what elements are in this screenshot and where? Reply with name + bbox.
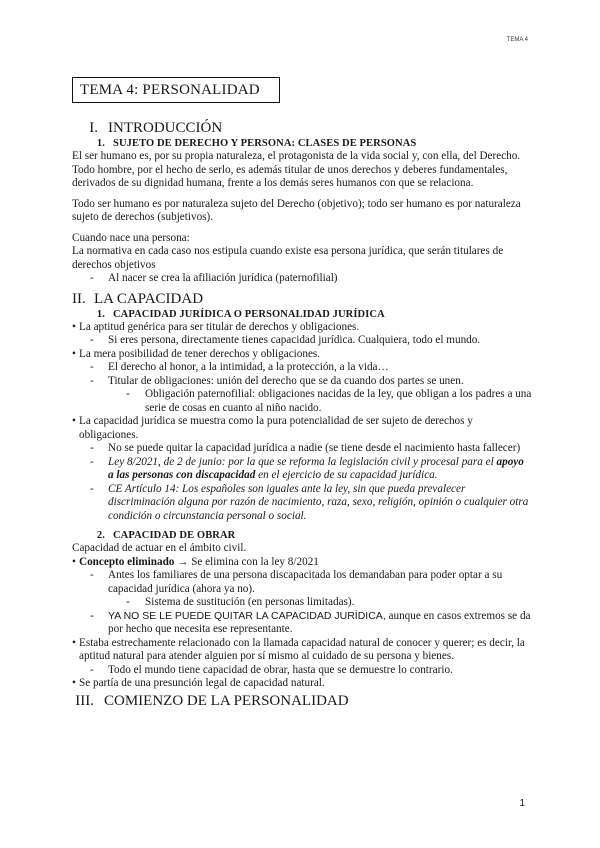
- dash-item: [72, 375, 532, 389]
- section-heading-comienzo: [72, 692, 532, 710]
- dash-item: [72, 569, 532, 596]
- caps-statement: YA NO SE LE PUEDE QUITAR LA CAPACIDAD JURÍDICA,: [108, 609, 386, 622]
- paragraph: Capacidad de actuar en el ámbito civil.: [72, 542, 247, 554]
- bullet-item-text: La mera posibilidad de tener derechos y obligaciones.: [79, 347, 321, 360]
- paragraph: El ser humano es, por su propia naturaleza, el protagonista de la vida social y, con ella, del Derecho. Todo hombre, por el hecho de serlo, es además titular de unos derechos y deberes fundamentales, derivados de su dignidad humana, frente a los demás seres humanos con que se relaciona.: [72, 150, 521, 189]
- section-title: LA CAPACIDAD: [94, 290, 204, 307]
- paragraph: Todo ser humano es por naturaleza sujeto del Derecho (objetivo); todo ser humano es por naturaleza sujeto de derechos (subjetivos).: [72, 197, 521, 223]
- section-title: INTRODUCCIÓN: [108, 120, 223, 136]
- bullet-item-text: La aptitud genérica para ser titular de derechos y obligaciones.: [79, 320, 360, 333]
- bullet-marker: •: [72, 677, 76, 689]
- bullet-item: [72, 321, 532, 335]
- subsection-heading: [72, 308, 532, 321]
- subsection-number: 2.: [96, 530, 105, 541]
- dash-marker: -: [90, 272, 94, 284]
- bullet-item: [72, 415, 532, 442]
- section-number: III.: [75, 692, 94, 709]
- ley-text-start: Ley 8/2021, de 2 de junio: por la que se reforma la legislación civil y procesal para el: [108, 455, 497, 468]
- dash-item-text: Titular de obligaciones: unión del derecho que se da cuando dos partes se unen.: [108, 374, 464, 387]
- dash-item: [72, 664, 532, 678]
- dash-item-text: No se puede quitar la capacidad jurídica a nadie (se tiene desde el nacimiento hasta fallecer): [108, 442, 521, 454]
- dash-item-text: Antes los familiares de una persona discapacitada los demandaban para poder optar a su capacidad jurídica (ahora ya no).: [108, 569, 503, 595]
- bullet-item-text: Estaba estrechamente relacionado con la llamada capacidad natural de conocer y querer; es decir, la aptitud natural para atender alguien por sí mismo al cuidado de su persona y bienes.: [79, 636, 525, 662]
- concepto-eliminado: Concepto eliminado: [79, 555, 175, 568]
- bullet-item-text: Se partía de una presunción legal de capacidad natural.: [79, 677, 325, 689]
- bullet-item: [72, 637, 532, 664]
- sub-dash-item: [72, 596, 532, 610]
- dash-item-text: Sistema de sustitución (en personas limitadas).: [145, 596, 355, 608]
- subsection-title: CAPACIDAD DE OBRAR: [113, 530, 236, 541]
- dash-item-text: [108, 610, 532, 637]
- bullet-item: [72, 348, 532, 362]
- subsection-heading: [72, 529, 532, 542]
- dash-item-text: [108, 456, 532, 483]
- section-title: COMIENZO DE LA PERSONALIDAD: [104, 692, 349, 709]
- dash-marker: -: [90, 663, 94, 676]
- dash-item-text: El derecho al honor, a la intimidad, a la protección, a la vida…: [108, 361, 389, 373]
- dash-marker: -: [90, 442, 94, 454]
- bullet-marker: •: [72, 347, 76, 360]
- dash-marker: -: [126, 388, 130, 400]
- ley-text-end: en el ejercicio de su capacidad jurídica.: [255, 469, 438, 481]
- bullet-marker: •: [72, 555, 76, 568]
- caps-statement-rest: aunque en casos extremos se da por hecho que necesita ese representante.: [108, 609, 531, 635]
- bullet-item-text: [79, 556, 319, 570]
- subsection-title: SUJETO DE DERECHO Y PERSONA: CLASES DE PERSONAS: [113, 138, 417, 149]
- dash-item-ley: [72, 456, 532, 483]
- concepto-eliminado-note: → Se elimina con la ley 8/2021: [174, 555, 319, 568]
- paragraph: La normativa en cada caso nos estipula cuando existe esa persona jurídica, que serán titulares de derechos objetivos: [72, 245, 504, 271]
- sub-dash-item: [72, 388, 532, 415]
- dash-item: [72, 442, 532, 456]
- dash-marker: -: [126, 596, 130, 608]
- dash-item-text: Al nacer se crea la afiliación jurídica (paternofilial): [108, 272, 338, 284]
- dash-item-text: Todo el mundo tiene capacidad de obrar, hasta que se demuestre lo contrario.: [108, 663, 453, 676]
- section-number: II.: [72, 290, 86, 307]
- subsection-number: 1.: [96, 308, 105, 320]
- dash-marker: -: [90, 334, 94, 346]
- document-title: TEMA 4: PERSONALIDAD: [72, 77, 280, 103]
- bullet-marker: •: [72, 415, 76, 427]
- dash-marker: -: [90, 609, 94, 622]
- section-number: I.: [89, 120, 98, 136]
- page-number: 1: [519, 798, 525, 809]
- section-heading-capacidad: [72, 290, 532, 308]
- dash-marker: -: [90, 361, 94, 373]
- dash-item: [72, 610, 532, 637]
- dash-item-ce: [72, 483, 532, 524]
- dash-marker: -: [90, 455, 94, 468]
- dash-item: [72, 334, 532, 348]
- running-header: TEMA 4: [506, 37, 528, 43]
- subsection-title: CAPACIDAD JURÍDICA O PERSONALIDAD JURÍDICA: [113, 308, 385, 320]
- dash-item-text: CE Artículo 14: Los españoles son iguales ante la ley, sin que pueda prevalecer discriminación alguna por razón de nacimiento, raza, sexo, religión, opinión o cualquier otra condición o circunstancia personal o social.: [108, 482, 529, 522]
- bullet-marker: •: [72, 320, 76, 333]
- dash-marker: -: [90, 482, 94, 495]
- section-heading-introduccion: [76, 119, 532, 137]
- subsection-number: 1.: [96, 138, 105, 149]
- ley-emphasis: apoyo a las personas con discapacidad: [108, 455, 524, 481]
- dash-item-text: Obligación paternofilial: obligaciones nacidas de la ley, que obligan a los padres a una serie de cosas en cuanto al niño nacido.: [145, 388, 532, 414]
- dash-marker: -: [90, 569, 94, 581]
- bullet-item: [72, 677, 532, 691]
- document-body: [72, 116, 532, 710]
- bullet-item: [72, 556, 532, 570]
- dash-item: [72, 361, 532, 375]
- bullet-item-text: La capacidad jurídica se muestra como la pura potencialidad de ser sujeto de derechos y obligaciones.: [79, 415, 473, 441]
- subsection-heading: [72, 137, 532, 150]
- dash-marker: -: [90, 374, 94, 387]
- paragraph: Cuando nace una persona:: [72, 231, 190, 244]
- dash-item-text: Si eres persona, directamente tienes capacidad jurídica. Cualquiera, todo el mundo.: [108, 334, 481, 346]
- bullet-marker: •: [72, 636, 76, 649]
- dash-item: [72, 272, 532, 286]
